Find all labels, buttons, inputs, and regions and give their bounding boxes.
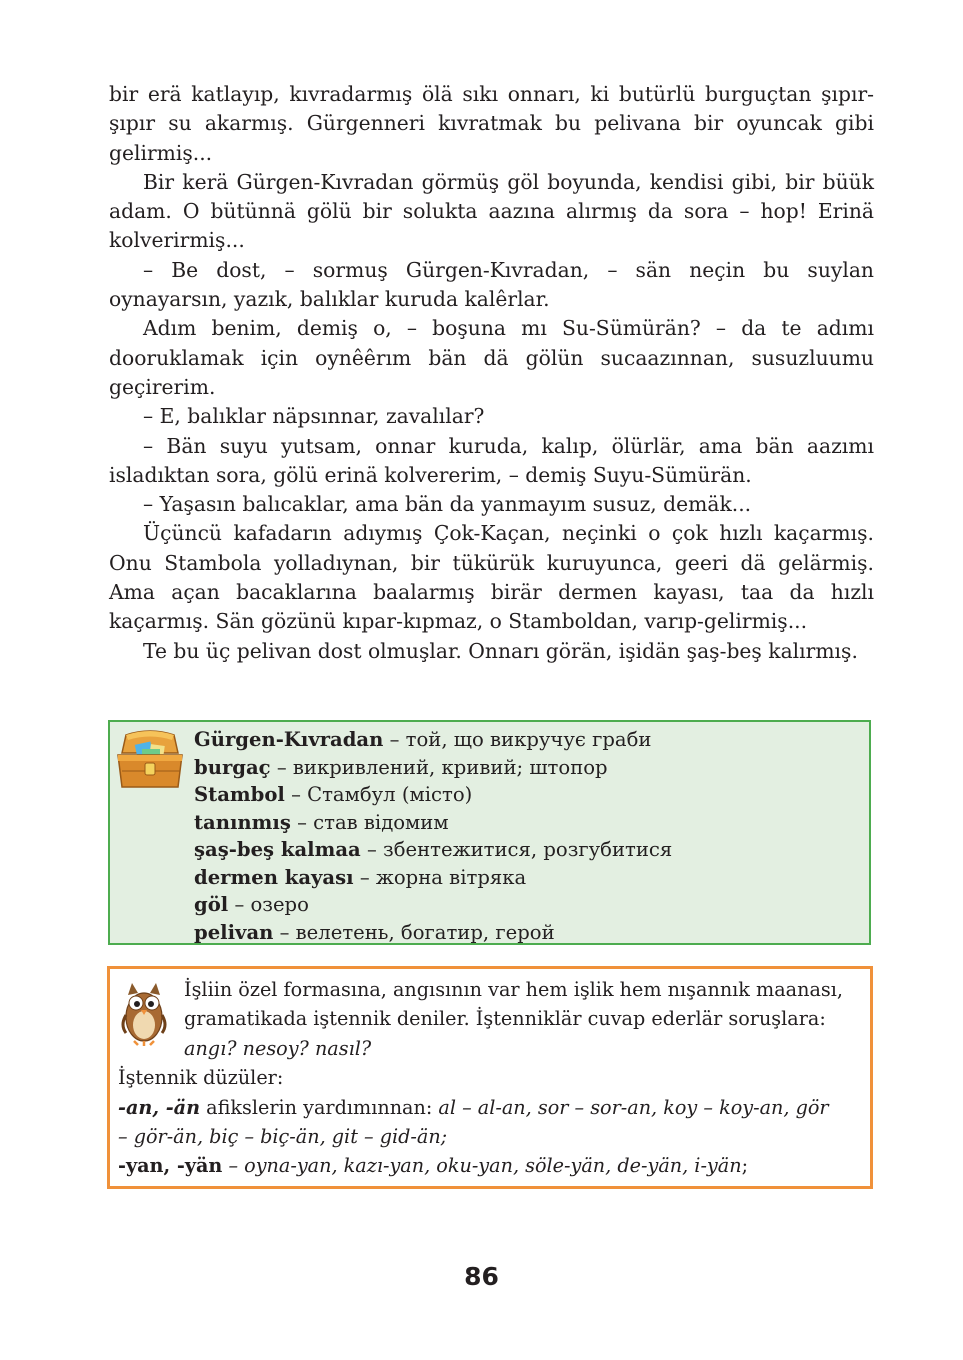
vocabulary-term: Gürgen-Kıvradan: [194, 728, 384, 751]
rule-affix-line: [118, 1151, 860, 1180]
vocabulary-term: burgaç: [194, 755, 271, 779]
vocabulary-translation: – викривлений, кривий; штопор: [270, 755, 608, 779]
rule-affix-line: [118, 1093, 860, 1122]
affix-examples: al – al-an, sor – sor-an, koy – koy-an, gör: [438, 1095, 829, 1119]
story-paragraph: bir erä katlayıp, kıvradarmış ölä sıkı onnarı, ki butürlü burguçtan şıpır-şıpır su akarmış. Gürgenneri kıvratmak bu pelivana bir oyuncak gibi gelirmiş...: [109, 82, 874, 165]
affix-label: -yan, -yän: [118, 1154, 223, 1178]
vocabulary-entry: [194, 919, 859, 947]
vocabulary-entry: [194, 891, 859, 919]
story-paragraph: – E, balıklar näpsınnar, zavalılar?: [143, 404, 485, 429]
vocabulary-translation: – Стамбул (місто): [284, 783, 473, 806]
story-text: [109, 80, 874, 666]
vocabulary-translation: – той, що викручує граби: [383, 728, 652, 751]
affix-label: -an, -än: [118, 1095, 201, 1119]
story-paragraph: Bir kerä Gürgen-Kıvradan görmüş göl boyunda, kendisi gibi, bir büük adam. O bütünnä gölü bir solukta aazına alırmış da sora – hop! Erinä kolverirmiş...: [109, 169, 874, 253]
story-paragraph: – Be dost, – sormuş Gürgen-Kıvradan, – sän neçin bu suylan oynayarsın, yazık, balıklar kuruda kalêrlar.: [109, 257, 874, 312]
story-paragraph: – Yaşasın balıcaklar, ama bän da yanmayım susuz, demäk...: [143, 492, 752, 517]
treasure-chest-icon: [112, 725, 188, 793]
rule-questions: [118, 1034, 860, 1063]
rule-line: İştennik düzüler:: [118, 1066, 284, 1090]
vocabulary-box: [108, 720, 871, 945]
rule-questions-text: angı? nesoy? nasıl?: [184, 1036, 372, 1060]
story-paragraph: Te bu üç pelivan dost olmuşlar. Onnarı görän, işidän şaş-beş kalırmış.: [143, 638, 858, 663]
rule-line: İşliin özel formasına, angısının var hem işlik hem nışannık maanası,: [184, 978, 843, 1001]
grammar-rule-box: [107, 966, 873, 1189]
vocabulary-entry: [194, 726, 859, 754]
affix-description: afikslerin yardımınnan:: [200, 1095, 439, 1119]
vocabulary-entry: [194, 809, 859, 837]
affix-examples: – oyna-yan, kazı-yan, oku-yan, söle-yän, de-yän, i-yän: [222, 1154, 742, 1178]
affix-end: ;: [741, 1154, 749, 1178]
vocabulary-term: Stambol: [194, 783, 285, 806]
story-paragraph: – Bän suyu yutsam, onnar kuruda, kalıp, ölürlär, ama bän aazımı isladıktan sora, gölü erinä kolvererim, – demiş Suyu-Sümürän.: [109, 433, 874, 487]
rule-affix-line: [118, 1122, 860, 1151]
vocabulary-translation: – озеро: [228, 893, 309, 916]
vocabulary-entry: [194, 781, 859, 809]
vocabulary-translation: – збентежитися, розгубитися: [360, 838, 673, 861]
vocabulary-term: dermen kayası: [194, 865, 354, 889]
vocabulary-translation: – жорна вітряка: [353, 865, 527, 889]
vocabulary-entry: [194, 836, 859, 864]
vocabulary-term: tanınmış: [194, 810, 291, 834]
vocabulary-entry: [194, 864, 859, 892]
vocabulary-term: göl: [194, 893, 229, 916]
story-paragraph: Üçüncü kafadarın adıymış Çok-Kaçan, neçinki o çok hızlı kaçarmış. Onu Stambola yolladıynan, bir tükürük kuruyunca, geeri dä gelärmiş. Ama açan bacaklarına baalarmış birär dermen kayası, taa da hızlı kaçarmış. Sän gözünü kıpar-kıpmaz, o Stamboldan, varıp-gelirmiş...: [109, 521, 874, 634]
vocabulary-entry: [194, 754, 859, 782]
vocabulary-translation: – став відомим: [290, 810, 449, 834]
vocabulary-translation: – велетень, богатир, герой: [273, 920, 555, 944]
vocabulary-term: şaş-beş kalmaa: [194, 838, 361, 861]
rule-line: gramatikada iştennik deniler. İştenniklär cuvap ederlär soruşlara:: [184, 1007, 826, 1031]
affix-examples: – gör-än, biç – biç-än, git – gid-än;: [118, 1125, 448, 1149]
rule-text: [118, 975, 860, 1181]
story-paragraph: Adım benim, demiş o, – boşuna mı Su-Sümürän? – da te adımı dooruklamak için oynêêrım bän dä gölün sucaazınnan, susuzluumu geçirerim.: [109, 316, 874, 399]
page-number: 86: [464, 1262, 499, 1291]
vocabulary-term: pelivan: [194, 920, 274, 944]
vocabulary-list: [194, 726, 859, 946]
